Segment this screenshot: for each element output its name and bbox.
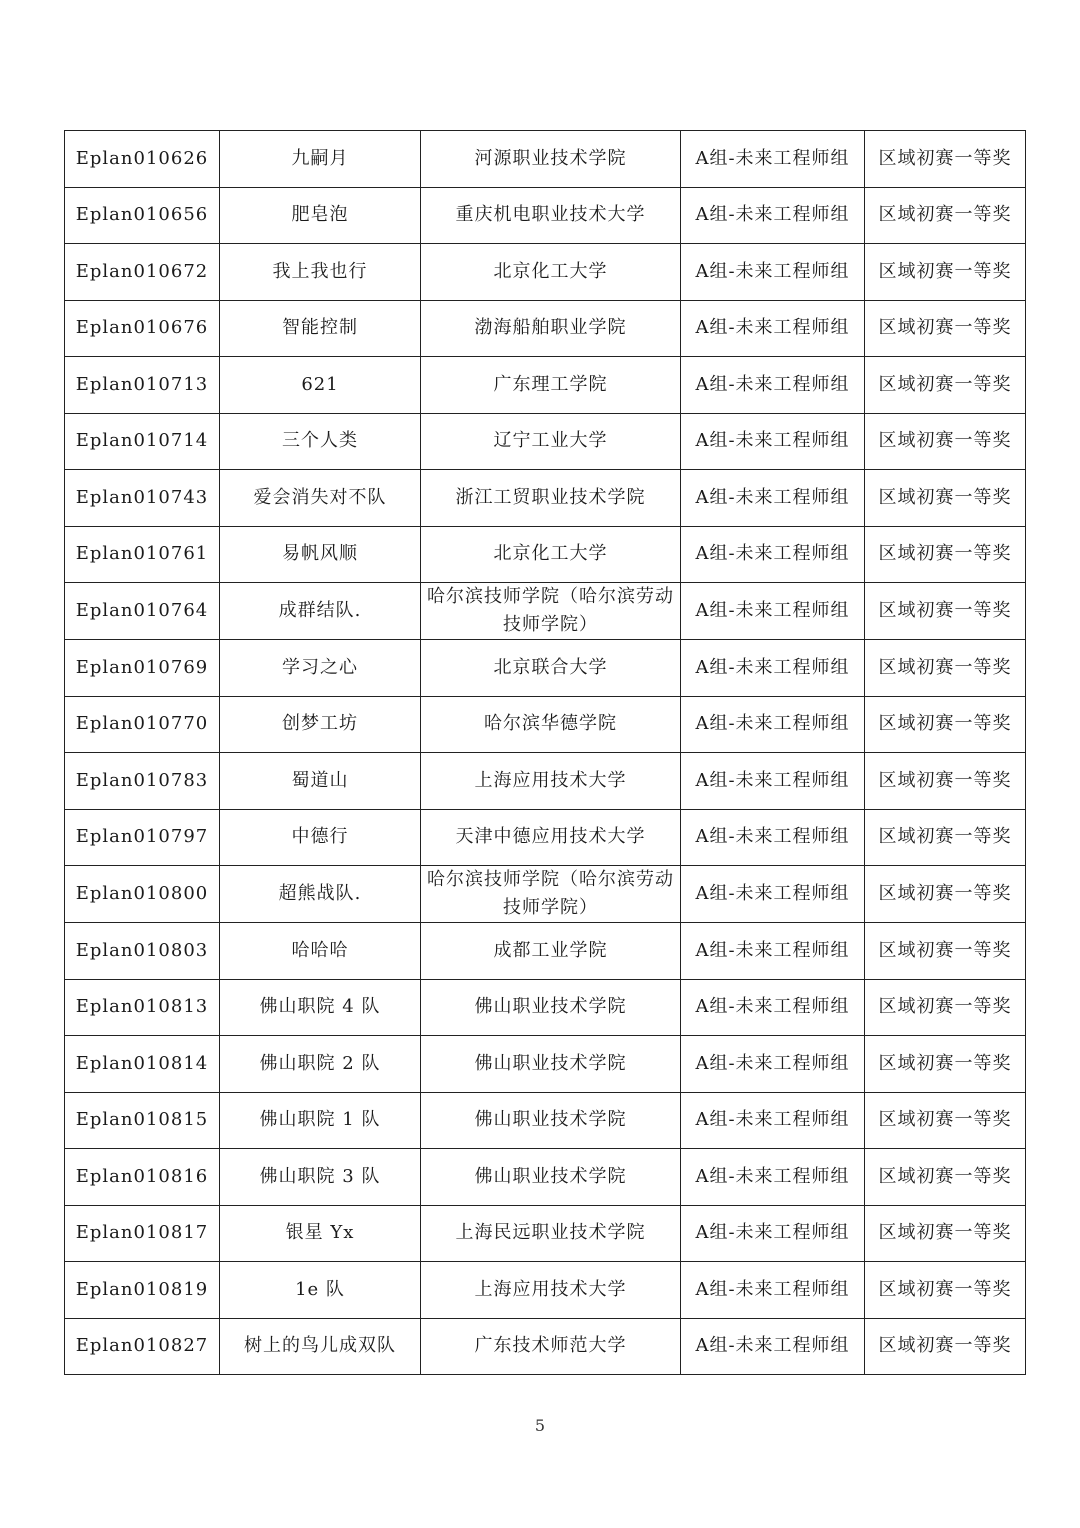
entry-id-cell: Eplan010764 — [65, 583, 220, 640]
award-cell: 区域初赛一等奖 — [865, 809, 1026, 866]
award-cell: 区域初赛一等奖 — [865, 413, 1026, 470]
team-name-cell: 肥皂泡 — [220, 187, 421, 244]
group-cell: A组-未来工程师组 — [681, 640, 865, 697]
school-name-cell: 北京化工大学 — [421, 244, 681, 301]
entry-id-cell: Eplan010626 — [65, 131, 220, 188]
entry-id-cell: Eplan010783 — [65, 753, 220, 810]
group-cell: A组-未来工程师组 — [681, 244, 865, 301]
award-cell: 区域初赛一等奖 — [865, 753, 1026, 810]
group-cell: A组-未来工程师组 — [681, 809, 865, 866]
table-row — [65, 753, 1026, 810]
award-cell: 区域初赛一等奖 — [865, 923, 1026, 980]
school-name-cell: 上海应用技术大学 — [421, 1262, 681, 1319]
table-row — [65, 696, 1026, 753]
table-row — [65, 357, 1026, 414]
award-cell: 区域初赛一等奖 — [865, 1092, 1026, 1149]
entry-id-cell: Eplan010827 — [65, 1318, 220, 1375]
entry-id-cell: Eplan010769 — [65, 640, 220, 697]
group-cell: A组-未来工程师组 — [681, 413, 865, 470]
school-name-cell: 广东理工学院 — [421, 357, 681, 414]
group-cell: A组-未来工程师组 — [681, 923, 865, 980]
award-cell: 区域初赛一等奖 — [865, 583, 1026, 640]
table-row — [65, 300, 1026, 357]
table-row — [65, 809, 1026, 866]
page-number: 5 — [534, 1416, 546, 1435]
table-row — [65, 1092, 1026, 1149]
school-name-cell: 北京化工大学 — [421, 526, 681, 583]
school-name-cell: 佛山职业技术学院 — [421, 979, 681, 1036]
school-name-cell: 哈尔滨技师学院（哈尔滨劳动技师学院） — [421, 583, 681, 640]
entry-id-cell: Eplan010800 — [65, 866, 220, 923]
team-name-cell: 三个人类 — [220, 413, 421, 470]
school-name-cell: 上海民远职业技术学院 — [421, 1205, 681, 1262]
award-cell: 区域初赛一等奖 — [865, 1036, 1026, 1093]
award-cell: 区域初赛一等奖 — [865, 526, 1026, 583]
table-row — [65, 923, 1026, 980]
table-row — [65, 1205, 1026, 1262]
table-row — [65, 526, 1026, 583]
school-name-cell: 哈尔滨技师学院（哈尔滨劳动技师学院） — [421, 866, 681, 923]
results-table — [64, 130, 1026, 1375]
group-cell: A组-未来工程师组 — [681, 470, 865, 527]
team-name-cell: 学习之心 — [220, 640, 421, 697]
table-row — [65, 131, 1026, 188]
award-cell: 区域初赛一等奖 — [865, 696, 1026, 753]
school-name-cell: 河源职业技术学院 — [421, 131, 681, 188]
group-cell: A组-未来工程师组 — [681, 1318, 865, 1375]
school-name-cell: 北京联合大学 — [421, 640, 681, 697]
table-row — [65, 187, 1026, 244]
award-cell: 区域初赛一等奖 — [865, 1205, 1026, 1262]
award-cell: 区域初赛一等奖 — [865, 1318, 1026, 1375]
team-name-cell: 创梦工坊 — [220, 696, 421, 753]
group-cell: A组-未来工程师组 — [681, 866, 865, 923]
table-row — [65, 1262, 1026, 1319]
award-cell: 区域初赛一等奖 — [865, 300, 1026, 357]
team-name-cell: 超熊战队. — [220, 866, 421, 923]
team-name-cell: 621 — [220, 357, 421, 414]
group-cell: A组-未来工程师组 — [681, 300, 865, 357]
entry-id-cell: Eplan010815 — [65, 1092, 220, 1149]
team-name-cell: 佛山职院 2 队 — [220, 1036, 421, 1093]
entry-id-cell: Eplan010797 — [65, 809, 220, 866]
team-name-cell: 树上的鸟儿成双队 — [220, 1318, 421, 1375]
group-cell: A组-未来工程师组 — [681, 1149, 865, 1206]
group-cell: A组-未来工程师组 — [681, 753, 865, 810]
award-cell: 区域初赛一等奖 — [865, 470, 1026, 527]
team-name-cell: 易帆风顺 — [220, 526, 421, 583]
team-name-cell: 蜀道山 — [220, 753, 421, 810]
group-cell: A组-未来工程师组 — [681, 1036, 865, 1093]
entry-id-cell: Eplan010770 — [65, 696, 220, 753]
group-cell: A组-未来工程师组 — [681, 1262, 865, 1319]
table-row — [65, 979, 1026, 1036]
team-name-cell: 我上我也行 — [220, 244, 421, 301]
award-cell: 区域初赛一等奖 — [865, 866, 1026, 923]
school-name-cell: 重庆机电职业技术大学 — [421, 187, 681, 244]
entry-id-cell: Eplan010713 — [65, 357, 220, 414]
award-cell: 区域初赛一等奖 — [865, 1149, 1026, 1206]
team-name-cell: 九嗣月 — [220, 131, 421, 188]
award-cell: 区域初赛一等奖 — [865, 131, 1026, 188]
team-name-cell: 1e 队 — [220, 1262, 421, 1319]
group-cell: A组-未来工程师组 — [681, 1205, 865, 1262]
table-row — [65, 583, 1026, 640]
entry-id-cell: Eplan010714 — [65, 413, 220, 470]
school-name-cell: 浙江工贸职业技术学院 — [421, 470, 681, 527]
group-cell: A组-未来工程师组 — [681, 1092, 865, 1149]
entry-id-cell: Eplan010672 — [65, 244, 220, 301]
team-name-cell: 哈哈哈 — [220, 923, 421, 980]
table-row — [65, 244, 1026, 301]
entry-id-cell: Eplan010814 — [65, 1036, 220, 1093]
school-name-cell: 佛山职业技术学院 — [421, 1149, 681, 1206]
team-name-cell: 佛山职院 3 队 — [220, 1149, 421, 1206]
table-row — [65, 1318, 1026, 1375]
entry-id-cell: Eplan010803 — [65, 923, 220, 980]
group-cell: A组-未来工程师组 — [681, 187, 865, 244]
award-cell: 区域初赛一等奖 — [865, 357, 1026, 414]
entry-id-cell: Eplan010817 — [65, 1205, 220, 1262]
entry-id-cell: Eplan010813 — [65, 979, 220, 1036]
award-cell: 区域初赛一等奖 — [865, 979, 1026, 1036]
school-name-cell: 渤海船舶职业学院 — [421, 300, 681, 357]
table-row — [65, 470, 1026, 527]
table-body — [65, 131, 1026, 1375]
school-name-cell: 广东技术师范大学 — [421, 1318, 681, 1375]
group-cell: A组-未来工程师组 — [681, 979, 865, 1036]
table-row — [65, 640, 1026, 697]
group-cell: A组-未来工程师组 — [681, 357, 865, 414]
group-cell: A组-未来工程师组 — [681, 131, 865, 188]
group-cell: A组-未来工程师组 — [681, 583, 865, 640]
table-row — [65, 413, 1026, 470]
group-cell: A组-未来工程师组 — [681, 526, 865, 583]
award-cell: 区域初赛一等奖 — [865, 244, 1026, 301]
entry-id-cell: Eplan010761 — [65, 526, 220, 583]
team-name-cell: 智能控制 — [220, 300, 421, 357]
table-row — [65, 866, 1026, 923]
school-name-cell: 佛山职业技术学院 — [421, 1092, 681, 1149]
entry-id-cell: Eplan010816 — [65, 1149, 220, 1206]
entry-id-cell: Eplan010656 — [65, 187, 220, 244]
table-row — [65, 1036, 1026, 1093]
team-name-cell: 佛山职院 4 队 — [220, 979, 421, 1036]
entry-id-cell: Eplan010676 — [65, 300, 220, 357]
school-name-cell: 成都工业学院 — [421, 923, 681, 980]
school-name-cell: 上海应用技术大学 — [421, 753, 681, 810]
entry-id-cell: Eplan010743 — [65, 470, 220, 527]
school-name-cell: 哈尔滨华德学院 — [421, 696, 681, 753]
school-name-cell: 辽宁工业大学 — [421, 413, 681, 470]
team-name-cell: 成群结队. — [220, 583, 421, 640]
table-row — [65, 1149, 1026, 1206]
team-name-cell: 中德行 — [220, 809, 421, 866]
award-cell: 区域初赛一等奖 — [865, 640, 1026, 697]
team-name-cell: 佛山职院 1 队 — [220, 1092, 421, 1149]
group-cell: A组-未来工程师组 — [681, 696, 865, 753]
team-name-cell: 银星 Yx — [220, 1205, 421, 1262]
school-name-cell: 天津中德应用技术大学 — [421, 809, 681, 866]
school-name-cell: 佛山职业技术学院 — [421, 1036, 681, 1093]
award-cell: 区域初赛一等奖 — [865, 187, 1026, 244]
award-cell: 区域初赛一等奖 — [865, 1262, 1026, 1319]
entry-id-cell: Eplan010819 — [65, 1262, 220, 1319]
team-name-cell: 爱会消失对不队 — [220, 470, 421, 527]
